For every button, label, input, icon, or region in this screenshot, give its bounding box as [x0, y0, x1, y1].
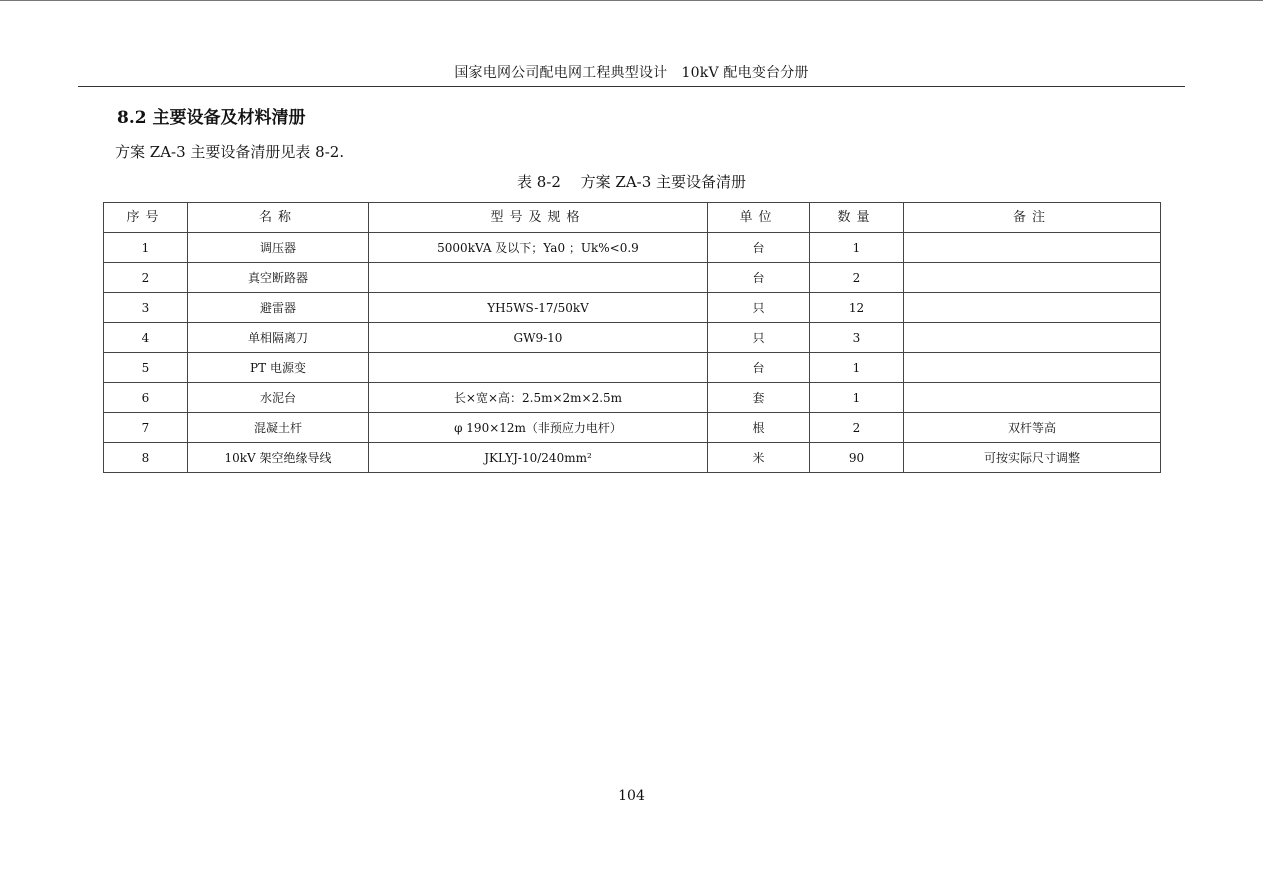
cell-no: 1: [104, 233, 188, 263]
page-top-border: [0, 0, 1263, 1]
cell-note: [904, 383, 1161, 413]
cell-name: 10kV 架空绝缘导线: [188, 443, 369, 473]
running-header: 国家电网公司配电网工程典型设计 10kV 配电变台分册: [454, 65, 809, 81]
table-row: [104, 383, 1161, 413]
table-row: [104, 263, 1161, 293]
header-rule: [78, 86, 1185, 87]
column-header-name: 名称: [188, 203, 369, 233]
cell-spec: YH5WS-17/50kV: [369, 293, 708, 323]
cell-spec: [369, 353, 708, 383]
cell-unit: 套: [708, 383, 810, 413]
cell-no: 2: [104, 263, 188, 293]
cell-unit: 台: [708, 353, 810, 383]
cell-no: 4: [104, 323, 188, 353]
cell-qty: 1: [810, 353, 904, 383]
cell-qty: 3: [810, 323, 904, 353]
cell-qty: 1: [810, 383, 904, 413]
cell-no: 5: [104, 353, 188, 383]
column-header-note: 备注: [904, 203, 1161, 233]
cell-name: 混凝土杆: [188, 413, 369, 443]
cell-qty: 2: [810, 413, 904, 443]
cell-spec: [369, 263, 708, 293]
cell-unit: 台: [708, 233, 810, 263]
table-caption: 表 8-2 方案 ZA-3 主要设备清册: [516, 173, 747, 191]
cell-note: [904, 233, 1161, 263]
cell-no: 8: [104, 443, 188, 473]
cell-name: 避雷器: [188, 293, 369, 323]
column-header-spec: 型号及规格: [369, 203, 708, 233]
cell-no: 7: [104, 413, 188, 443]
equipment-table: [103, 202, 1161, 473]
cell-unit: 根: [708, 413, 810, 443]
cell-spec: φ 190×12m（非预应力电杆）: [369, 413, 708, 443]
column-header-no: 序号: [104, 203, 188, 233]
cell-note: [904, 353, 1161, 383]
cell-spec: JKLYJ-10/240mm²: [369, 443, 708, 473]
table-row: [104, 443, 1161, 473]
cell-spec: GW9-10: [369, 323, 708, 353]
cell-qty: 2: [810, 263, 904, 293]
table-header-row: [104, 203, 1161, 233]
cell-qty: 90: [810, 443, 904, 473]
table-row: [104, 293, 1161, 323]
cell-note: [904, 263, 1161, 293]
cell-no: 3: [104, 293, 188, 323]
page-number: 104: [618, 788, 645, 804]
section-heading: 8.2 主要设备及材料清册: [117, 108, 306, 128]
cell-qty: 1: [810, 233, 904, 263]
cell-note: [904, 323, 1161, 353]
cell-name: 真空断路器: [188, 263, 369, 293]
cell-note: 可按实际尺寸调整: [904, 443, 1161, 473]
cell-unit: 台: [708, 263, 810, 293]
cell-name: PT 电源变: [188, 353, 369, 383]
cell-qty: 12: [810, 293, 904, 323]
cell-name: 水泥台: [188, 383, 369, 413]
column-header-unit: 单位: [708, 203, 810, 233]
cell-name: 单相隔离刀: [188, 323, 369, 353]
table-row: [104, 353, 1161, 383]
cell-spec: 5000kVA 及以下；Ya0 ；Uk%<0.9: [369, 233, 708, 263]
cell-spec: 长×宽×高：2.5m×2m×2.5m: [369, 383, 708, 413]
cell-no: 6: [104, 383, 188, 413]
cell-unit: 米: [708, 443, 810, 473]
column-header-qty: 数量: [810, 203, 904, 233]
cell-note: 双杆等高: [904, 413, 1161, 443]
cell-unit: 只: [708, 293, 810, 323]
cell-note: [904, 293, 1161, 323]
intro-paragraph: 方案 ZA-3 主要设备清册见表 8-2.: [115, 143, 345, 161]
table-row: [104, 323, 1161, 353]
table-row: [104, 233, 1161, 263]
cell-name: 调压器: [188, 233, 369, 263]
table-row: [104, 413, 1161, 443]
cell-unit: 只: [708, 323, 810, 353]
